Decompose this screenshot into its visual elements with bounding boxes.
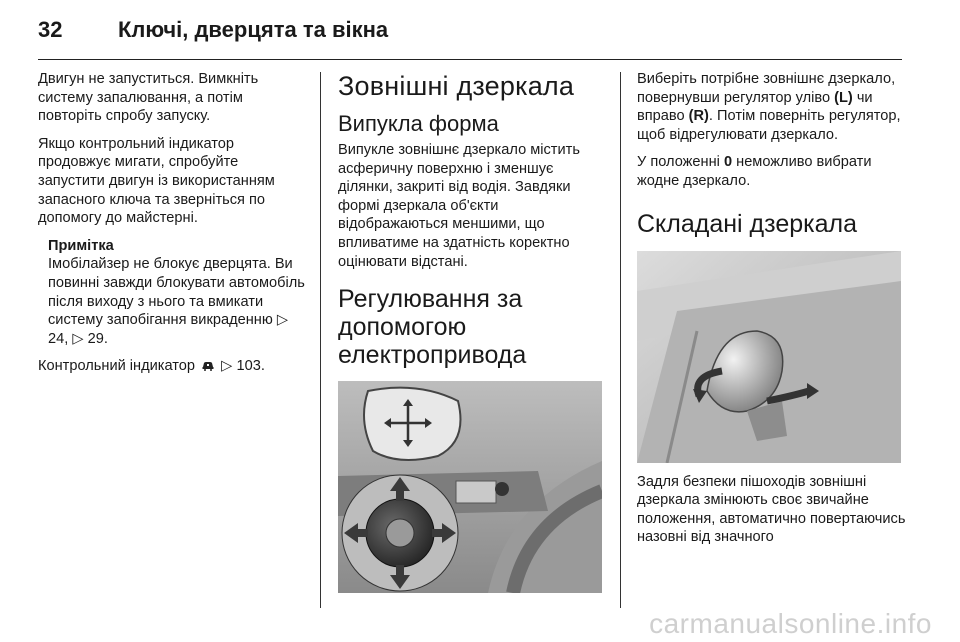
car-lock-icon — [201, 359, 215, 371]
page-link[interactable]: 29. — [87, 330, 108, 347]
subsection-heading-folding: Складані дзеркала — [637, 209, 858, 238]
paragraph-position-zero: У положенні 0 неможливо вибрати жодне дзеркало. — [637, 154, 872, 189]
arrow-ref-icon: ▷ — [72, 330, 84, 347]
header-divider — [38, 59, 902, 60]
mirror-control-illustration — [338, 381, 602, 593]
column-right — [637, 70, 907, 556]
paragraph-convex: Випукле зовнішнє дзеркало містить асферичну поверхню і зменшує ділянки, закриті від водія. Завдяки формі дзеркала об'єкти відображаються меншими, що впливатиме на здатність коректно оцінювати відстані. — [338, 142, 580, 270]
note-title: Примітка — [48, 237, 114, 254]
note-text — [48, 255, 306, 348]
paragraph-select-mirror: Виберіть потрібне зовнішнє дзеркало, повернувши регулятор уліво (L) чи вправо (R). Потім поверніть регулятор, щоб відрегулювати дзеркало. — [637, 71, 901, 143]
watermark: carmanualsonline.info — [649, 608, 932, 639]
column-divider-left — [320, 72, 321, 608]
page-link[interactable]: 24, — [48, 330, 73, 347]
section-heading: Зовнішні дзеркала — [338, 71, 575, 101]
page-header — [0, 0, 960, 60]
page-number: 32 — [38, 17, 63, 42]
page-link[interactable]: 103. — [236, 358, 265, 375]
column-left — [38, 70, 306, 385]
subsection-heading: Випукла форма — [338, 111, 499, 136]
paragraph-folding: Задля безпеки пішоходів зовнішні дзеркала змінюють своє звичайне положення, автоматично повертаючись назовні від значного — [637, 473, 906, 546]
paragraph-control-indicator — [38, 357, 306, 376]
paragraph-indicator: Якщо контрольний індикатор продовжує мигати, спробуйте запустити двигун із використанням запасного ключа та зверніться по допомогу до майстерні. — [38, 135, 275, 227]
arrow-ref-icon: ▷ — [276, 312, 289, 329]
column-middle — [338, 70, 606, 593]
indicator-text: Контрольний індикатор — [38, 358, 196, 375]
page-title: Ключі, дверцята та вікна — [118, 17, 389, 42]
column-divider-right — [620, 72, 621, 608]
folding-mirror-illustration — [637, 251, 901, 463]
paragraph-engine: Двигун не запуститься. Вимкніть систему запалювання, а потім повторіть спробу запуску. — [38, 71, 259, 125]
subsection-heading-electric: Регулювання за допомогою електропривода — [338, 285, 527, 370]
arrow-ref-icon: ▷ — [221, 358, 233, 375]
note-block — [48, 237, 306, 349]
note-body: Імобілайзер не блокує дверцята. Ви повинні завжди блокувати автомобіль після виходу з нього та вмикати систему запобігання викраденню — [48, 256, 305, 329]
